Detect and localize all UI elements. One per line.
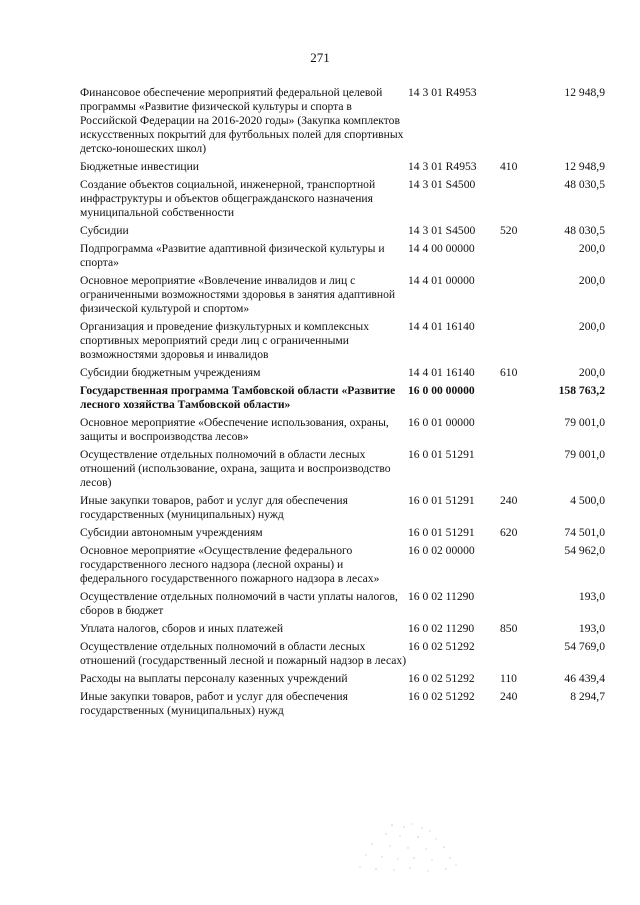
table-row	[80, 416, 605, 448]
item-name: Основное мероприятие «Обеспечение использования, охраны, защиты и воспроизводства лесов»	[80, 416, 389, 443]
item-code: 16 0 01 51291	[408, 526, 475, 539]
budget-table-body	[80, 86, 605, 722]
table-row	[80, 320, 605, 366]
expense-type	[500, 178, 538, 224]
item-name: Осуществление отдельных полномочий в области лесных отношений (использование, охрана, защита и воспроизводство лесов)	[80, 448, 391, 489]
table-row	[80, 494, 605, 526]
item-code: 16 0 01 51291	[408, 494, 475, 507]
expense-type: 610	[500, 366, 518, 379]
item-code: 14 3 01 R4953	[408, 86, 477, 99]
item-amount: 200,0	[578, 242, 605, 255]
item-code: 14 3 01 R4953	[408, 160, 477, 173]
table-row	[80, 526, 605, 544]
item-name: Иные закупки товаров, работ и услуг для обеспечения государственных (муниципальных) нужд	[80, 690, 348, 717]
item-amount: 46 439,4	[564, 672, 605, 685]
item-code: 14 4 01 16140	[408, 320, 475, 333]
item-code: 14 3 01 S4500	[408, 178, 476, 191]
item-name: Субсидии	[80, 224, 129, 237]
expense-type	[500, 242, 538, 274]
item-name: Осуществление отдельных полномочий в области лесных отношений (государственный лесной и пожарный надзор в лесах)	[80, 640, 407, 667]
item-amount: 193,0	[578, 622, 605, 635]
item-amount: 79 001,0	[564, 448, 605, 461]
expense-type: 410	[500, 160, 518, 173]
table-row	[80, 160, 605, 178]
table-row	[80, 448, 605, 494]
expense-type: 850	[500, 622, 518, 635]
item-code: 16 0 02 51292	[408, 672, 475, 685]
item-amount: 193,0	[578, 590, 605, 603]
table-row	[80, 86, 605, 160]
item-code: 16 0 01 00000	[408, 416, 475, 429]
item-code: 16 0 02 00000	[408, 544, 475, 557]
table-row	[80, 690, 605, 722]
item-name: Осуществление отдельных полномочий в части уплаты налогов, сборов в бюджет	[80, 590, 398, 617]
item-amount: 200,0	[578, 320, 605, 333]
expense-type: 240	[500, 690, 518, 703]
item-code: 16 0 02 51292	[408, 640, 475, 653]
item-name: Основное мероприятие «Осуществление федерального государственного лесного надзора (лесной охраны) и федерального государственного пожарного надзора в лесах»	[80, 544, 380, 585]
item-amount: 200,0	[578, 274, 605, 287]
item-code: 14 3 01 S4500	[408, 224, 476, 237]
item-name: Расходы на выплаты персоналу казенных учреждений	[80, 672, 348, 685]
item-amount: 12 948,9	[564, 160, 605, 173]
item-name: Подпрограмма «Развитие адаптивной физической культуры и спорта»	[80, 242, 385, 269]
item-name: Иные закупки товаров, работ и услуг для обеспечения государственных (муниципальных) нужд	[80, 494, 348, 521]
item-code: 14 4 01 00000	[408, 274, 475, 287]
table-row	[80, 622, 605, 640]
expense-type	[500, 544, 538, 590]
item-code: 16 0 02 11290	[408, 590, 475, 603]
item-amount: 74 501,0	[564, 526, 605, 539]
expense-type	[500, 640, 538, 672]
expense-type	[500, 274, 538, 320]
item-name: Создание объектов социальной, инженерной, транспортной инфраструктуры и объектов общегражданского назначения муниципальной собственности	[80, 178, 376, 219]
item-name: Субсидии автономным учреждениям	[80, 526, 263, 539]
page-number: 271	[310, 50, 330, 65]
item-code: 16 0 00 00000	[408, 384, 475, 397]
item-amount: 54 962,0	[564, 544, 605, 557]
table-row	[80, 384, 605, 416]
expense-type	[500, 590, 538, 622]
item-name: Бюджетные инвестиции	[80, 160, 200, 173]
item-amount: 79 001,0	[564, 416, 605, 429]
item-name: Финансовое обеспечение мероприятий федеральной целевой программы «Развитие физической культуры и спорта в Российской Федерации на 2016-2020 годы» (Закупка комплектов искусственных покрытий для футбольных полей для спортивных детско-юношеских школ)	[80, 86, 404, 155]
table-row	[80, 672, 605, 690]
budget-table	[80, 86, 605, 722]
table-row	[80, 366, 605, 384]
item-amount: 48 030,5	[564, 178, 605, 191]
expense-type	[500, 448, 538, 494]
item-amount: 54 769,0	[564, 640, 605, 653]
item-amount: 48 030,5	[564, 224, 605, 237]
expense-type	[500, 416, 538, 448]
item-amount: 158 763,2	[558, 384, 605, 397]
expense-type: 620	[500, 526, 518, 539]
item-amount: 8 294,7	[570, 690, 605, 703]
table-row	[80, 590, 605, 622]
scan-noise-marks	[352, 822, 462, 877]
expense-type: 520	[500, 224, 518, 237]
expense-type: 110	[500, 672, 517, 685]
item-name: Государственная программа Тамбовской области «Развитие лесного хозяйства Тамбовской области»	[80, 384, 396, 411]
table-row	[80, 544, 605, 590]
table-row	[80, 242, 605, 274]
table-row	[80, 640, 605, 672]
table-row	[80, 224, 605, 242]
table-row	[80, 178, 605, 224]
item-code: 14 4 00 00000	[408, 242, 475, 255]
table-row	[80, 274, 605, 320]
expense-type	[500, 320, 538, 366]
item-code: 16 0 02 11290	[408, 622, 475, 635]
expense-type	[500, 384, 538, 416]
item-code: 16 0 01 51291	[408, 448, 475, 461]
item-name: Основное мероприятие «Вовлечение инвалидов и лиц с ограниченными возможностями здоровья в занятия адаптивной физической культурой и спортом»	[80, 274, 396, 315]
item-code: 16 0 02 51292	[408, 690, 475, 703]
expense-type	[500, 86, 538, 160]
item-code: 14 4 01 16140	[408, 366, 475, 379]
item-amount: 4 500,0	[570, 494, 605, 507]
item-amount: 200,0	[578, 366, 605, 379]
expense-type: 240	[500, 494, 518, 507]
item-name: Уплата налогов, сборов и иных платежей	[80, 622, 284, 635]
item-amount: 12 948,9	[564, 86, 605, 99]
item-name: Организация и проведение физкультурных и комплексных спортивных мероприятий среди лиц с ограниченными возможностями здоровья и инвалидов	[80, 320, 369, 361]
item-name: Субсидии бюджетным учреждениям	[80, 366, 261, 379]
